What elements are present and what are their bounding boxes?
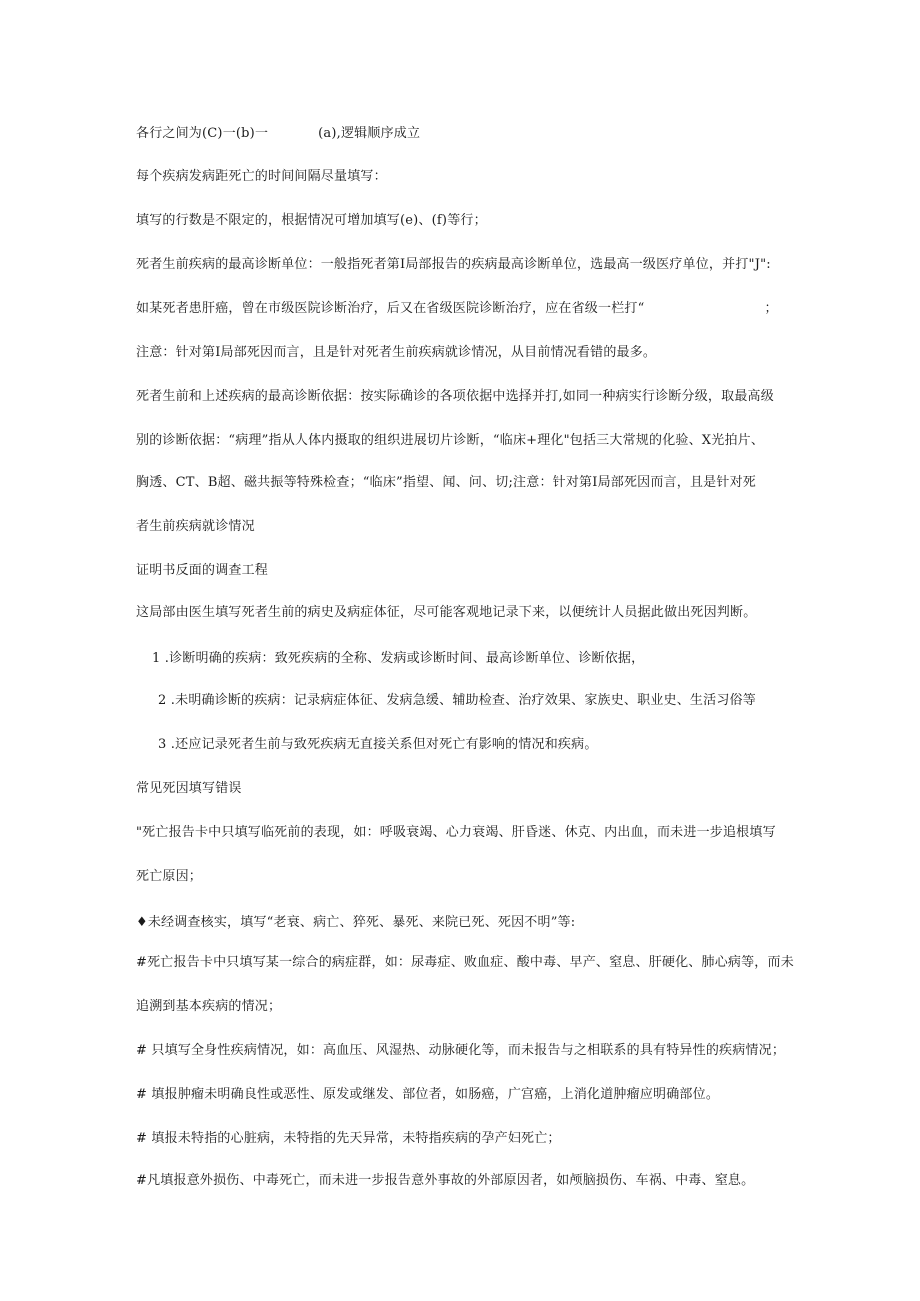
text-line: ♦未经调查核实，填写“老衰、病亡、猝死、暴死、来院已死、死因不明”等: (136, 915, 576, 930)
text-line: 者生前疾病就诊情况 (136, 519, 255, 534)
text-line: 死亡原因； (136, 869, 203, 884)
section-heading: 证明书反面的调查工程 (136, 563, 269, 578)
text-line: 每个疾病发病距死亡的时间间隔尽量填写： (136, 169, 387, 184)
text-line: 死者生前疾病的最高诊断单位：一般指死者第Ⅰ局部报告的疾病最高诊断单位，选最高一级医疗单位，并打"J": (136, 257, 771, 272)
text-line: # 填报未特指的心脏病，未特指的先天异常，未特指疾病的孕产妇死亡； (136, 1131, 561, 1146)
text-line: 追溯到基本疾病的情况； (136, 999, 282, 1014)
text-line: # 只填写全身性疾病情况，如：高血压、风湿热、动脉硬化等，而未报告与之相联系的具有特异性的疾病情况； (136, 1043, 786, 1058)
text-line: # 填报肿瘤未明确良性或恶性、原发或继发、部位者，如肠癌，广宫癌，上消化道肿瘤应明确部位。 (136, 1087, 720, 1102)
text-line: 这局部由医生填写死者生前的病史及病症体征，尽可能客观地记录下来，以便统计人员据此做出死因判断。 (136, 605, 757, 620)
text-segment: (a),逻辑顺序成立 (318, 126, 421, 141)
text-line: #凡填报意外损伤、中毒死亡，而未进一步报告意外事故的外部原因者，如颅脑损伤、车祸、中毒、窒息。 (136, 1173, 755, 1188)
list-item: 2 .未明确诊断的疾病：记录病症体征、发病急缓、辅助检查、治疗效果、家族史、职业史、生活习俗等 (158, 693, 756, 708)
text-line: 别的诊断依据：“病理”指从人体内摄取的组织进展切片诊断，“临床+理化"包括三大常规的化验、X光拍片、 (136, 433, 765, 448)
text-line: 填写的行数是不限定的，根据情况可增加填写(e)、(f)等行； (136, 213, 487, 228)
text-segment: 各行之间为(C)一(b)一 (136, 126, 269, 141)
text-segment: 如某死者患肝癌，曾在市级医院诊断治疗，后又在省级医院诊断治疗，应在省级一栏打“ (136, 301, 645, 316)
section-heading: 常见死因填写错误 (136, 781, 242, 796)
text-line: "死亡报告卡中只填写临死前的表现，如：呼吸衰竭、心力衰竭、肝昏迷、休克、内出血，而未进一步追根填写 (136, 825, 776, 840)
text-line: 死者生前和上述疾病的最高诊断依据：按实际确诊的各项依据中选择并打,如同一种病实行诊断分级，取最高级 (136, 389, 774, 404)
list-item: 1 .诊断明确的疾病：致死疾病的全称、发病或诊断时间、最高诊断单位、诊断依据， (152, 651, 645, 666)
text-line (136, 126, 420, 142)
text-line: 胸透、CT、B超、磁共振等特殊检查；“临床”指望、闻、问、切;注意：针对第Ⅰ局部死因而言，且是针对死 (136, 475, 756, 490)
text-line: 注意：针对第Ⅰ局部死因而言，且是针对死者生前疾病就诊情况，从目前情况看错的最多。 (136, 345, 657, 360)
list-item: 3 .还应记录死者生前与致死疾病无直接关系但对死亡有影响的情况和疾病。 (158, 737, 598, 752)
text-line (136, 301, 778, 317)
text-segment: ； (764, 301, 778, 316)
text-line: #死亡报告卡中只填写某一综合的病症群，如：尿毒症、败血症、酸中毒、早产、窒息、肝硬化、肺心病等，而未 (136, 955, 794, 970)
